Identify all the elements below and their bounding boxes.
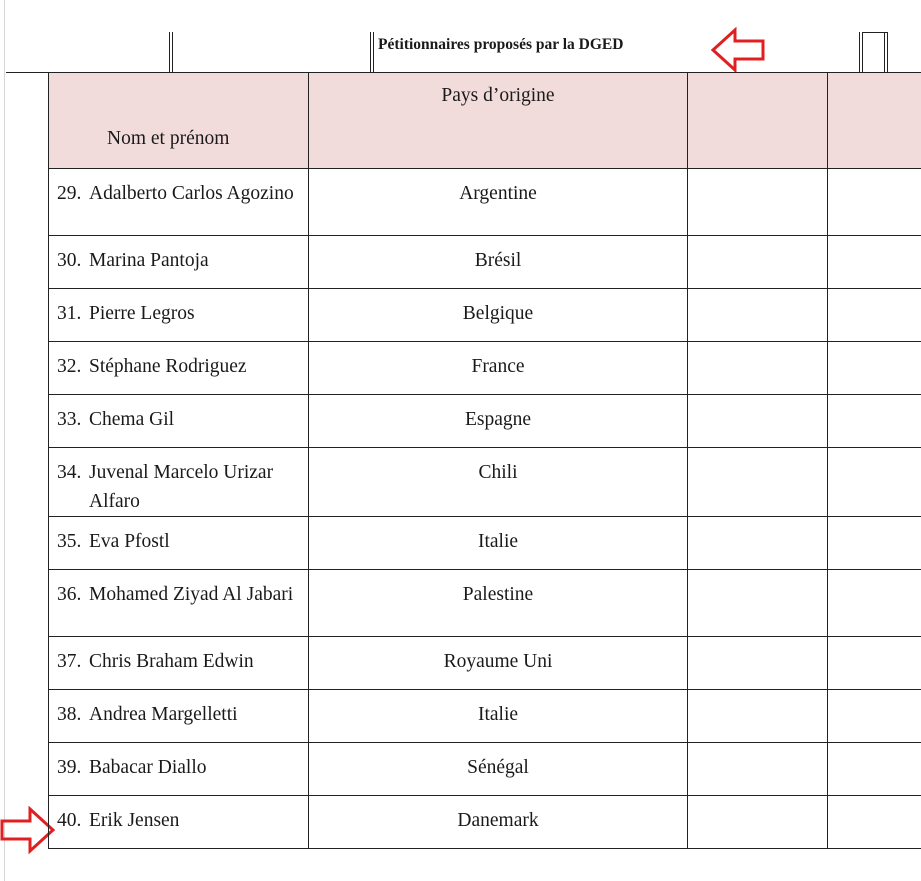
table-row	[49, 395, 921, 448]
name-entry	[57, 647, 302, 676]
country-cell: Royaume Uni	[309, 637, 688, 690]
empty-cell	[688, 743, 828, 796]
header-divider	[887, 32, 888, 73]
left-arrow-icon	[711, 27, 767, 73]
name-cell	[49, 570, 309, 637]
name-entry	[57, 753, 302, 782]
petitioner-name: Eva Pfostl	[89, 531, 170, 552]
name-cell	[49, 637, 309, 690]
petitioner-name: Chris Braham Edwin	[89, 651, 254, 672]
country-cell: Italie	[309, 690, 688, 743]
row-number: 30.	[57, 250, 82, 271]
header-divider	[373, 32, 374, 73]
name-cell	[49, 395, 309, 448]
table-row	[49, 796, 921, 849]
empty-cell	[828, 289, 921, 342]
empty-cell	[688, 395, 828, 448]
column-header-empty	[828, 73, 921, 169]
name-entry	[57, 527, 302, 556]
row-number: 29.	[57, 183, 82, 204]
country-cell: France	[309, 342, 688, 395]
empty-cell	[828, 342, 921, 395]
country-cell: Italie	[309, 517, 688, 570]
column-header-label: Pays d’origine	[441, 85, 555, 106]
name-entry	[57, 806, 302, 835]
empty-cell	[828, 637, 921, 690]
table-row	[49, 169, 921, 236]
header-divider	[169, 32, 170, 73]
petitioner-name: Adalberto Carlos Agozino	[89, 183, 294, 204]
country-cell: Danemark	[309, 796, 688, 849]
row-number: 38.	[57, 704, 82, 725]
header-divider	[862, 32, 863, 73]
empty-cell	[828, 169, 921, 236]
empty-cell	[688, 342, 828, 395]
table-row	[49, 236, 921, 289]
petitioner-name: Andrea Margelletti	[89, 704, 238, 725]
row-number: 31.	[57, 303, 82, 324]
empty-cell	[828, 236, 921, 289]
page-edge	[4, 0, 5, 881]
name-cell	[49, 342, 309, 395]
table-row	[49, 570, 921, 637]
country-cell: Belgique	[309, 289, 688, 342]
petitioner-name: Marina Pantoja	[89, 250, 209, 271]
header-divider	[172, 32, 173, 73]
empty-cell	[688, 796, 828, 849]
petitioner-name: Stéphane Rodriguez	[89, 356, 247, 377]
table-row	[49, 690, 921, 743]
row-number: 33.	[57, 409, 82, 430]
name-entry	[57, 179, 302, 208]
name-entry	[57, 458, 302, 516]
column-header-empty	[688, 73, 828, 169]
row-number: 32.	[57, 356, 82, 377]
empty-cell	[688, 570, 828, 637]
empty-cell	[688, 169, 828, 236]
name-entry	[57, 700, 302, 729]
name-entry	[57, 246, 302, 275]
country-cell: Chili	[309, 448, 688, 517]
header-divider	[859, 32, 860, 73]
name-cell	[49, 743, 309, 796]
name-entry	[57, 580, 302, 609]
empty-cell	[828, 448, 921, 517]
name-entry	[57, 299, 302, 328]
row-number: 39.	[57, 757, 82, 778]
column-header-name	[49, 73, 309, 169]
table-row	[49, 517, 921, 570]
name-entry	[57, 405, 302, 434]
row-number: 40.	[57, 810, 82, 831]
empty-cell	[688, 690, 828, 743]
header-divider	[862, 32, 887, 33]
country-cell: Palestine	[309, 570, 688, 637]
petitioner-name: Mohamed Ziyad Al Jabari	[89, 584, 294, 605]
empty-cell	[688, 637, 828, 690]
name-cell	[49, 448, 309, 517]
empty-cell	[828, 395, 921, 448]
empty-cell	[828, 570, 921, 637]
name-entry	[57, 352, 302, 381]
row-number: 37.	[57, 651, 82, 672]
petitioners-table	[48, 72, 921, 849]
header-divider	[370, 32, 371, 73]
table-row	[49, 637, 921, 690]
empty-cell	[688, 517, 828, 570]
empty-cell	[828, 743, 921, 796]
petitioner-name: Erik Jensen	[89, 810, 180, 831]
petitioner-name: Juvenal Marcelo Urizar Alfaro	[89, 462, 274, 512]
country-cell: Brésil	[309, 236, 688, 289]
empty-cell	[688, 236, 828, 289]
table-row	[49, 448, 921, 517]
empty-cell	[688, 289, 828, 342]
name-cell	[49, 796, 309, 849]
column-header-label: Nom et prénom	[107, 128, 230, 149]
name-cell	[49, 289, 309, 342]
row-number: 34.	[57, 462, 82, 483]
country-cell: Argentine	[309, 169, 688, 236]
table-row	[49, 342, 921, 395]
petitioner-name: Pierre Legros	[89, 303, 195, 324]
column-header-country	[309, 73, 688, 169]
country-cell: Espagne	[309, 395, 688, 448]
empty-cell	[688, 448, 828, 517]
table-header-row	[49, 73, 921, 169]
empty-cell	[828, 517, 921, 570]
name-cell	[49, 690, 309, 743]
table-row	[49, 289, 921, 342]
table-row	[49, 743, 921, 796]
name-cell	[49, 236, 309, 289]
header-divider	[884, 32, 885, 73]
petitioner-name: Babacar Diallo	[89, 757, 207, 778]
empty-cell	[828, 796, 921, 849]
name-cell	[49, 517, 309, 570]
row-number: 35.	[57, 531, 82, 552]
empty-cell	[828, 690, 921, 743]
row-number: 36.	[57, 584, 82, 605]
name-cell	[49, 169, 309, 236]
page-title: Pétitionnaires proposés par la DGED	[378, 36, 624, 53]
petitioner-name: Chema Gil	[89, 409, 175, 430]
country-cell: Sénégal	[309, 743, 688, 796]
